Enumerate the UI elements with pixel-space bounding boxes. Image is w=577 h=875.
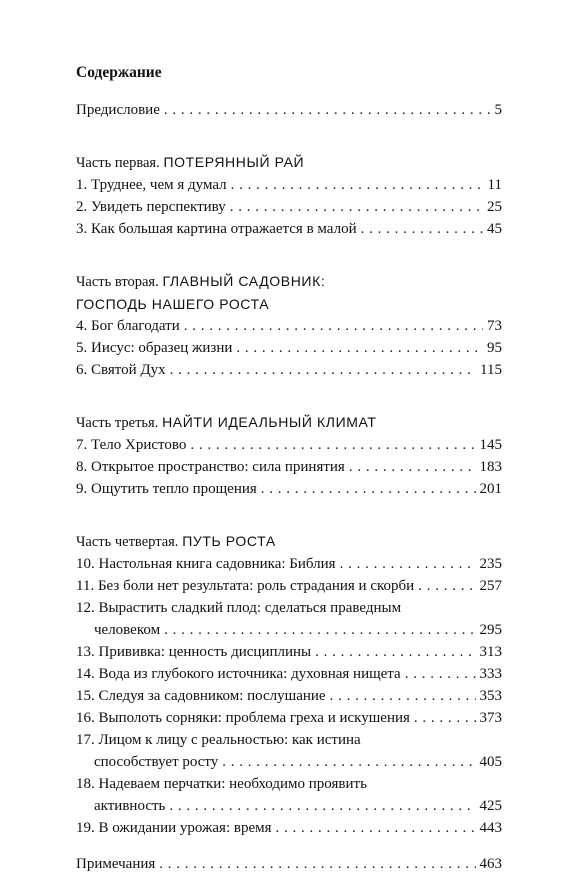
entry-continuation [76,795,502,817]
entry-label: 9. Ощутить тепло прощения [76,481,257,497]
entry-label: 5. Иисус: образец жизни [76,340,233,356]
entry-page-number: 145 [479,437,502,453]
toc-entry[interactable] [76,641,502,663]
part-number: Часть четвертая. [76,534,179,550]
entry-label: 14. Вода из глубокого источника: духовная нищета [76,666,401,682]
dot-leader [222,751,475,773]
part-title [76,151,502,174]
entry-label: 7. Тело Христово [76,437,187,453]
toc-entry[interactable] [76,817,502,839]
entry-label: Предисловие [76,102,160,118]
toc-entry[interactable] [76,456,502,478]
entry-page-number: 73 [487,318,502,334]
dot-leader [330,685,476,707]
toc-entry[interactable] [76,359,502,381]
toc-entry[interactable] [76,663,502,685]
entry-page-number: 313 [479,644,502,660]
entry-page-number: 405 [479,754,502,770]
entry-continuation [76,751,502,773]
part-title [76,530,502,553]
part-name-continued: ГОСПОДЬ НАШЕГО РОСТА [76,296,270,312]
dot-leader [261,478,476,500]
toc-entry[interactable] [76,729,502,773]
entry-label: 10. Настольная книга садовника: Библия [76,556,336,572]
toc-entry[interactable] [76,174,502,196]
entry-label: 17. Лицом к лицу с реальностью: как истина [76,732,361,748]
entry-page-number: 235 [479,556,502,572]
part-number: Часть вторая. [76,274,159,290]
entry-page-number: 443 [479,820,502,836]
entry-label-continued: человеком [94,622,161,638]
entry-page-number: 11 [487,177,502,193]
toc-entry[interactable] [76,196,502,218]
entry-label: Примечания [76,856,156,872]
entry-page-number: 115 [480,362,502,378]
dot-leader [164,619,475,641]
dot-leader [169,795,475,817]
dot-leader [231,174,484,196]
dot-leader [230,196,483,218]
entry-label-continued: активность [94,798,166,814]
toc-heading: Содержание [76,64,162,81]
part-number: Часть первая. [76,155,160,171]
entry-continuation [76,619,502,641]
toc-entry[interactable] [76,575,502,597]
entry-label: 19. В ожидании урожая: время [76,820,272,836]
part-title [76,411,502,434]
part-number: Часть третья. [76,415,159,431]
toc-entry[interactable] [76,218,502,240]
entry-page-number: 333 [479,666,502,682]
toc-entry-preface[interactable] [76,99,502,121]
entry-page-number: 463 [479,856,502,872]
entry-page-number: 257 [479,578,502,594]
toc-entry[interactable] [76,685,502,707]
table-of-contents [76,62,502,875]
entry-label: 18. Надеваем перчатки: необходимо проявить [76,776,367,792]
dot-leader [190,434,475,456]
dot-leader [418,575,475,597]
dot-leader [414,707,476,729]
toc-entry[interactable] [76,478,502,500]
entry-page-number: 45 [487,221,502,237]
part-name: ГЛАВНЫЙ САДОВНИК: [162,273,326,289]
toc-entry[interactable] [76,553,502,575]
entry-label: 2. Увидеть перспективу [76,199,226,215]
dot-leader [276,817,476,839]
dot-leader [236,337,483,359]
entry-page-number: 95 [487,340,502,356]
part-name: ПУТЬ РОСТА [182,533,276,549]
dot-leader [159,853,475,875]
entry-label: 11. Без боли нет результата: роль страдания и скорби [76,578,415,594]
entry-label: 13. Прививка: ценность дисциплины [76,644,312,660]
part-name: НАЙТИ ИДЕАЛЬНЫЙ КЛИМАТ [162,414,377,430]
toc-entry[interactable] [76,597,502,641]
entry-page-number: 425 [479,798,502,814]
part-title [76,270,502,315]
entry-page-number: 373 [479,710,502,726]
dot-leader [349,456,476,478]
toc-entry[interactable] [76,773,502,817]
dot-leader [164,99,491,121]
dot-leader [340,553,476,575]
entry-label: 16. Выполоть сорняки: проблема греха и искушения [76,710,410,726]
entry-page-number: 183 [479,459,502,475]
part-name: ПОТЕРЯННЫЙ РАЙ [163,154,305,170]
toc-entry[interactable] [76,707,502,729]
dot-leader [315,641,475,663]
entry-label: 8. Открытое пространство: сила принятия [76,459,345,475]
entry-page-number: 5 [494,102,502,118]
entry-label: 6. Святой Дух [76,362,166,378]
entry-label: 3. Как большая картина отражается в малой [76,221,357,237]
dot-leader [405,663,476,685]
entry-page-number: 25 [487,199,502,215]
dot-leader [184,315,483,337]
toc-entry[interactable] [76,315,502,337]
dot-leader [170,359,476,381]
dot-leader [361,218,483,240]
entry-page-number: 201 [479,481,502,497]
toc-entry[interactable] [76,337,502,359]
entry-label: 1. Труднее, чем я думал [76,177,227,193]
entry-label: 4. Бог благодати [76,318,180,334]
toc-entry[interactable] [76,434,502,456]
entry-page-number: 353 [479,688,502,704]
entry-page-number: 295 [479,622,502,638]
toc-entry-notes[interactable] [76,853,502,875]
entry-label: 15. Следуя за садовником: послушание [76,688,326,704]
entry-label-continued: способствует росту [94,754,219,770]
entry-label: 12. Вырастить сладкий плод: сделаться праведным [76,600,402,616]
